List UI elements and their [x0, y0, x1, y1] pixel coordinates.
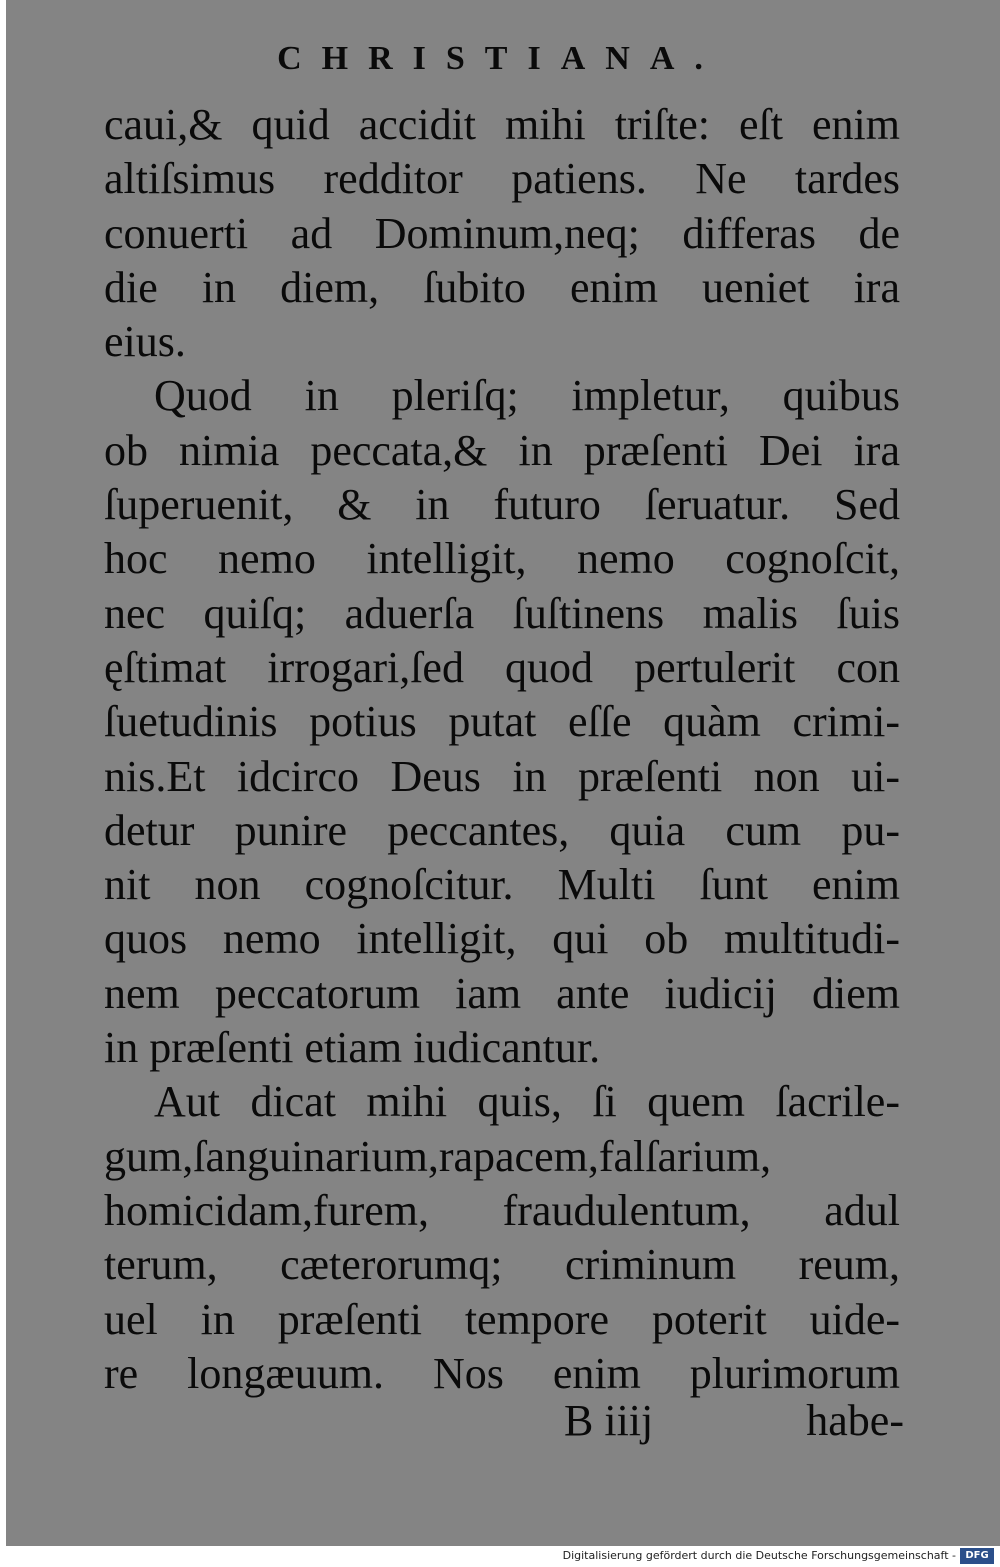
text-line: ſuperuenit, & in futuro ſeruatur. Sed — [104, 480, 900, 530]
text-line: altiſsimus redditor patiens. Ne tardes — [104, 154, 900, 204]
text-line: Quod in pleriſq; impletur, quibus — [154, 371, 900, 421]
signature-line — [104, 1395, 904, 1449]
text-line: nis.Et idcirco Deus in præſenti non ui- — [104, 751, 900, 801]
text-line: detur punire peccantes, quia cum pu- — [104, 805, 900, 855]
text-line: gum,ſanguinarium,rapacem,falſarium, — [104, 1131, 772, 1181]
digitization-footer — [0, 1546, 1000, 1567]
text-line: caui,& quid accidit mihi triſte: eſt enim — [104, 100, 900, 149]
footer-credit: Digitalisierung gefördert durch die Deutsche Forschungsgemeinschaft - — [562, 1549, 956, 1562]
text-line: die in diem, ſubito enim ueniet ira — [104, 262, 900, 312]
text-line: quos nemo intelligit, qui ob multitudi- — [104, 914, 900, 964]
text-line: nit non cognoſcitur. Multi ſunt enim — [104, 860, 900, 910]
running-head: CHRISTIANA. — [277, 40, 723, 77]
text-line: conuerti ad Dominum,neq; differas de — [104, 208, 900, 258]
text-line: terum, cæterorumq; criminum reum, — [104, 1240, 900, 1290]
text-line: re longæuum. Nos enim plurimorum — [104, 1348, 900, 1398]
catchword: habe- — [806, 1396, 904, 1445]
dfg-logo: DFG — [960, 1548, 994, 1564]
text-line: hoc nemo intelligit, nemo cognoſcit, — [104, 534, 900, 584]
text-line: Aut dicat mihi quis, ſi quem ſacrile- — [154, 1077, 900, 1127]
text-line: nem peccatorum iam ante iudicij diem — [104, 968, 900, 1018]
text-line: nec quiſq; aduerſa ſuſtinens malis ſuis — [104, 588, 900, 638]
text-line: homicidam,furem, fraudulentum, adul — [104, 1185, 900, 1235]
text-line: ſuetudinis potius putat eſſe quàm crimi- — [104, 697, 900, 747]
text-line: in præſenti etiam iudicantur. — [104, 1023, 601, 1073]
body-text — [104, 98, 900, 1401]
scan-edge — [0, 0, 6, 1546]
text-line: eius. — [104, 317, 186, 367]
text-line: ęſtimat irrogari,ſed quod pertulerit con — [104, 642, 900, 692]
text-line: uel in præſenti tempore poterit uide- — [104, 1294, 900, 1344]
signature-mark: B iiij — [564, 1396, 654, 1445]
text-line: ob nimia peccata,& in præſenti Dei ira — [104, 425, 900, 475]
